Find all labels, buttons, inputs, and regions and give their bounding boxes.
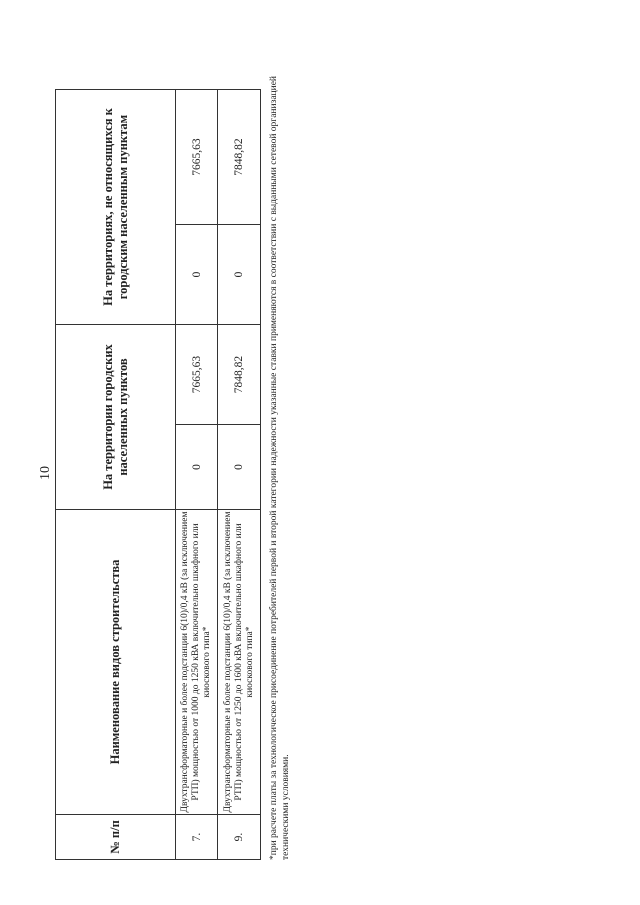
page-number: 10 bbox=[38, 466, 53, 480]
row-name: Двухтрансформаторные и более подстанции 6(10)/0,4 кВ (за исключением РТП) мощностью от 1000 до 1250 кВА включительно шкафного или киоскового типа* bbox=[176, 510, 218, 815]
row-urban-a: 0 bbox=[176, 425, 218, 510]
row-urban-b: 7665,63 bbox=[176, 325, 218, 425]
row-rural-a: 0 bbox=[218, 225, 261, 325]
header-rural: На территориях, не относящихся к городским населенным пунктам bbox=[56, 90, 176, 325]
row-rural-b: 7848,82 bbox=[218, 90, 261, 225]
footnote: *при расчете платы за технологическое присоединение потребителей первой и второй категории надежности указанные ставки применяются в соответствии с выданными сетевой организацией техническими условиями. bbox=[269, 75, 291, 860]
row-rural-a: 0 bbox=[176, 225, 218, 325]
table-row bbox=[176, 90, 218, 860]
header-num: № п/п bbox=[56, 815, 176, 860]
header-urban: На территории городских населенных пунктов bbox=[56, 325, 176, 510]
header-name: Наименование видов строительства bbox=[56, 510, 176, 815]
row-urban-b: 7848,82 bbox=[218, 325, 261, 425]
table-header-row bbox=[56, 90, 176, 860]
table-row bbox=[218, 90, 261, 860]
tariff-table bbox=[55, 89, 261, 860]
row-rural-b: 7665,63 bbox=[176, 90, 218, 225]
row-num: 9. bbox=[218, 815, 261, 860]
row-name: Двухтрансформаторные и более подстанции 6(10)/0,4 кВ (за исключением РТП) мощностью от 1250 до 1600 кВА включительно шкафного или киоскового типа* bbox=[218, 510, 261, 815]
row-num: 7. bbox=[176, 815, 218, 860]
row-urban-a: 0 bbox=[218, 425, 261, 510]
